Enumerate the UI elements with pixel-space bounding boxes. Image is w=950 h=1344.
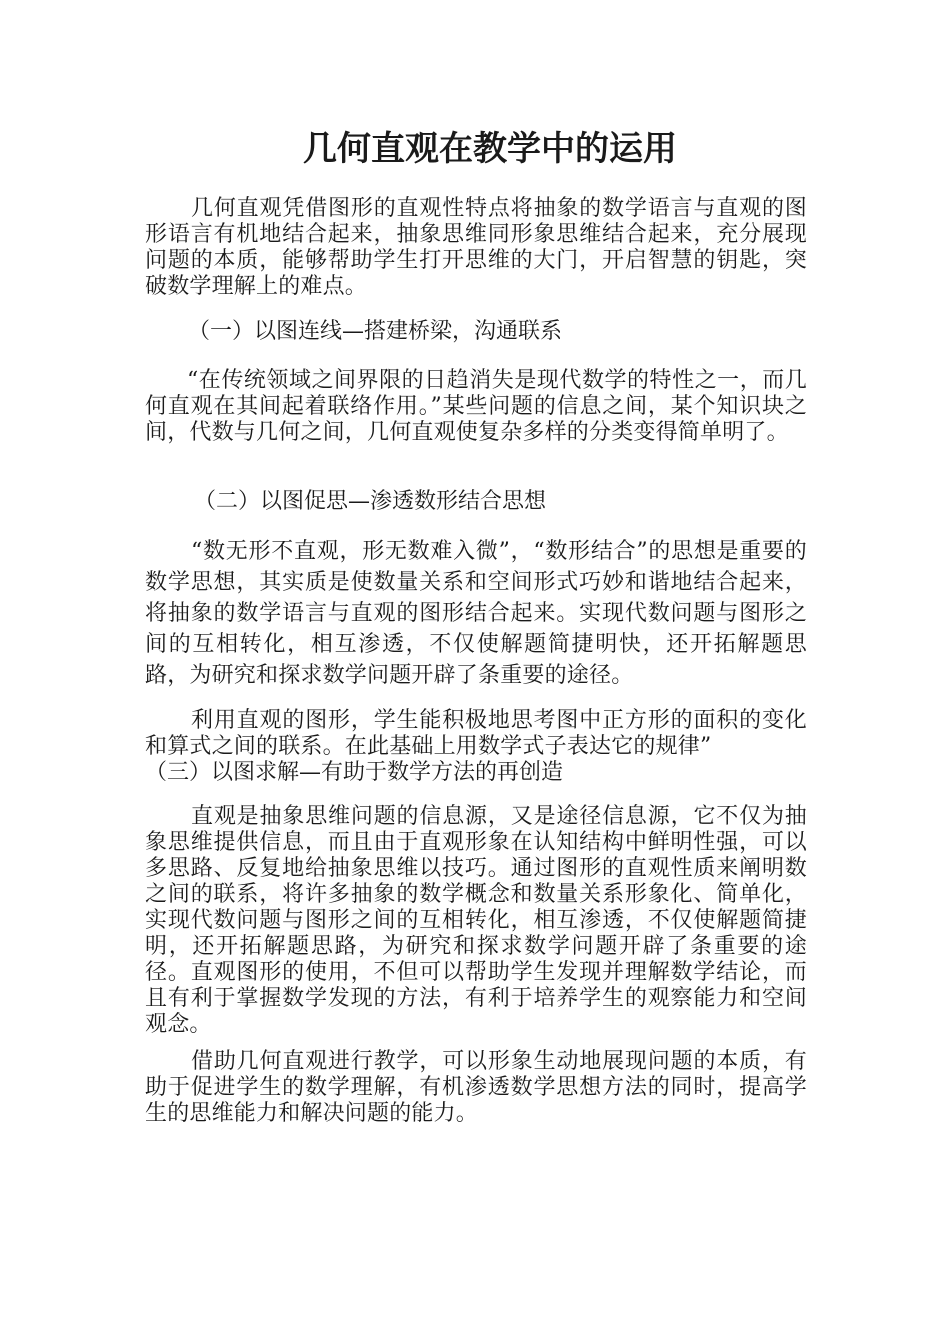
paragraph-section-3: 直观是抽象思维问题的信息源，又是途径信息源，它不仅为抽象思维提供信息，而且由于直观形象在认知结构中鲜明性强，可以多思路、反复地给抽象思维以技巧。通过图形的直观性质来阐明数之间的联系，将许多抽象的数学概念和数量关系形象化、简单化，实现代数问题与图形之间的互相转化，相互渗透，不仅使解题简捷明，还开拓解题思路，为研究和探求数学问题开辟了条重要的途径。直观图形的使用，不但可以帮助学生发现并理解数学结论，而且有利于掌握数学发现的方法，有利于培养学生的观察能力和空间观念。: [145, 804, 807, 1037]
section-heading-3: （三）以图求解—有助于数学方法的再创造: [145, 760, 564, 785]
paragraph-section-2: “数无形不直观，形无数难入微”，“数形结合”的思想是重要的数学思想，其实质是使数量关系和空间形式巧妙和谐地结合起来，将抽象的数学语言与直观的图形结合起来。实现代数问题与图形之间的互相转化，相互渗透，不仅使解题简捷明快，还开拓解题思路，为研究和探求数学问题开辟了条重要的途径。: [145, 539, 807, 688]
paragraph-section-1: “在传统领域之间界限的日趋消失是现代数学的特性之一，而几何直观在其间起着联络作用。”某些问题的信息之间，某个知识块之间，代数与几何之间，几何直观使复杂多样的分类变得简单明了。: [145, 368, 807, 445]
section-heading-2: （二）以图促思—渗透数形结合思想: [194, 489, 547, 514]
paragraph-section-2-followup: 利用直观的图形，学生能积极地思考图中正方形的面积的变化和算式之间的联系。在此基础上用数学式子表达它的规律”: [145, 708, 807, 759]
paragraph-intro: 几何直观凭借图形的直观性特点将抽象的数学语言与直观的图形语言有机地结合起来，抽象思维同形象思维结合起来，充分展现问题的本质，能够帮助学生打开思维的大门，开启智慧的钥匙，突破数学理解上的难点。: [145, 196, 807, 299]
page-title: 几何直观在教学中的运用: [303, 129, 677, 169]
section-heading-1: （一）以图连线—搭建桥梁，沟通联系: [188, 319, 563, 344]
paragraph-conclusion: 借助几何直观进行教学，可以形象生动地展现问题的本质，有助于促进学生的数学理解，有机渗透数学思想方法的同时，提高学生的思维能力和解决问题的能力。: [145, 1049, 807, 1126]
